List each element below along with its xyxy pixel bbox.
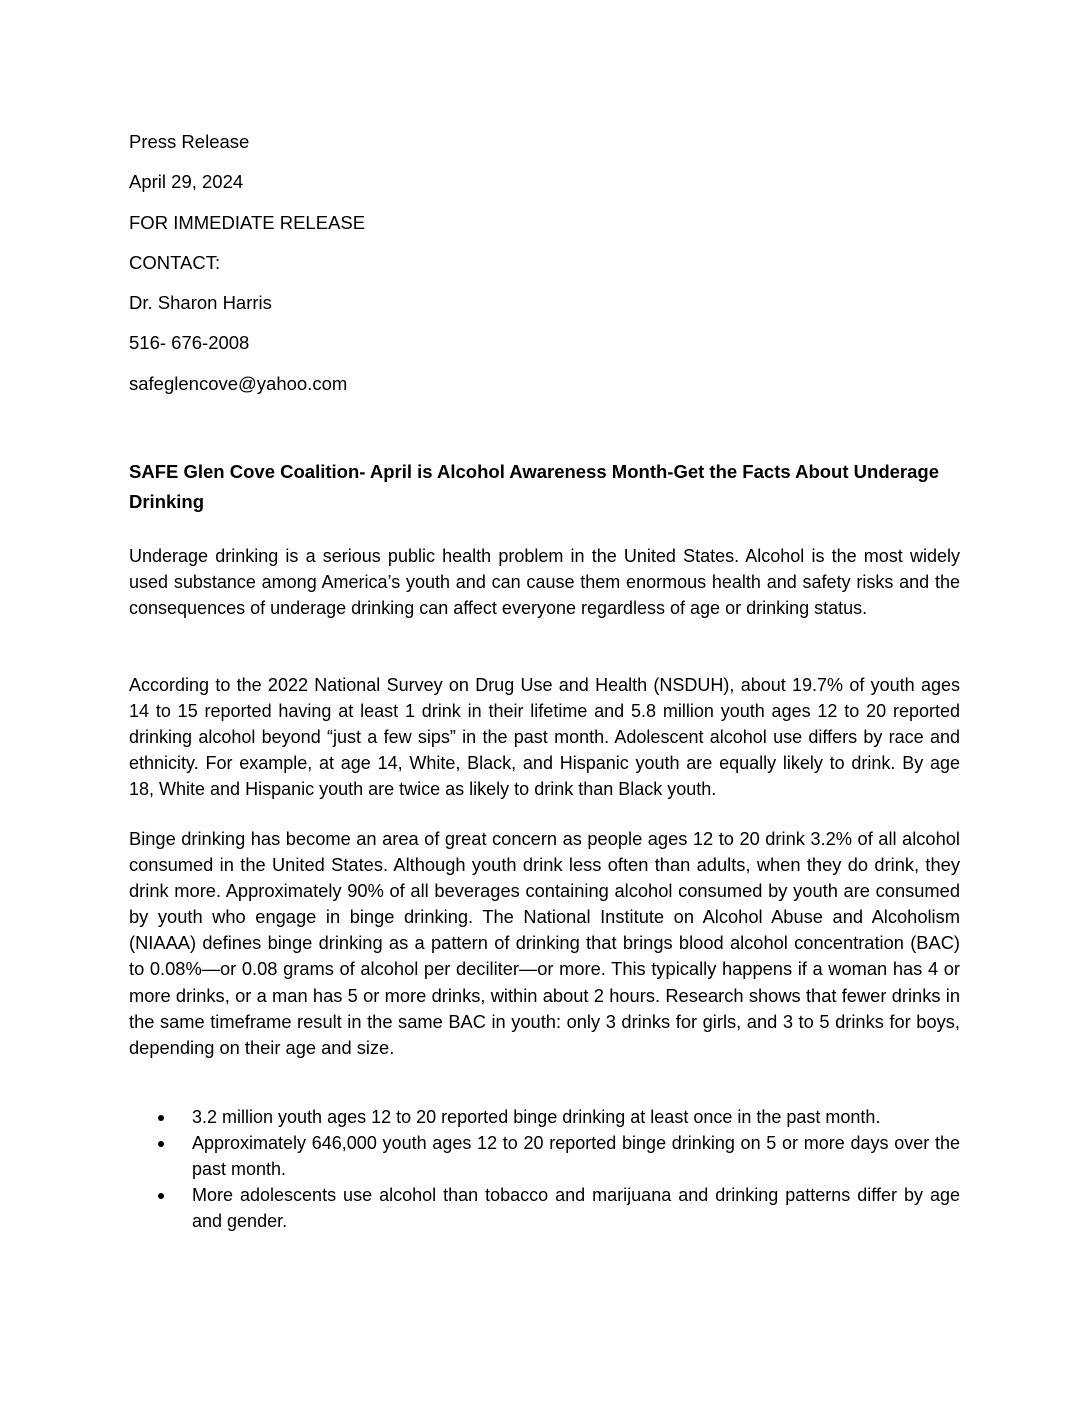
contact-name: Dr. Sharon Harris (129, 292, 272, 314)
release-header (129, 128, 729, 410)
bullet-icon (158, 1115, 164, 1121)
release-note: FOR IMMEDIATE RELEASE (129, 211, 366, 233)
bullet-icon (158, 1141, 164, 1147)
list-item-text: Approximately 646,000 youth ages 12 to 20 reported binge drinking on 5 or more days over the past month. (192, 1133, 960, 1179)
release-date: April 29, 2024 (129, 171, 244, 193)
contact-email: safeglencove@yahoo.com (129, 372, 348, 394)
list-item-text: 3.2 million youth ages 12 to 20 reported binge drinking at least once in the past month. (192, 1107, 881, 1127)
release-type: Press Release (129, 131, 250, 152)
paragraph-intro: Underage drinking is a serious public health problem in the United States. Alcohol is the most widely used substance among America’s youth and can cause them enormous health and safety risks and the consequences of underage drinking can affect everyone regardless of age or drinking status. (129, 546, 960, 618)
list-item (129, 1104, 960, 1130)
list-item (129, 1130, 960, 1182)
contact-label: CONTACT: (129, 251, 221, 273)
paragraph-survey: According to the 2022 National Survey on Drug Use and Health (NSDUH), about 19.7% of youth ages 14 to 15 reported having at least 1 drink in their lifetime and 5.8 million youth ages 12 to 20 reported drinking alcohol beyond “just a few sips” in the past month. Adolescent alcohol use differs by race and ethnicity. For example, at age 14, White, Black, and Hispanic youth are equally likely to drink. By age 18, White and Hispanic youth are twice as likely to drink than Black youth. (129, 675, 960, 799)
list-item (129, 1182, 960, 1234)
list-item-text: More adolescents use alcohol than tobacco and marijuana and drinking patterns differ by age and gender. (192, 1185, 960, 1231)
paragraph-binge-drinking: Binge drinking has become an area of great concern as people ages 12 to 20 drink 3.2% of all alcohol consumed in the United States. Although youth drink less often than adults, when they do drink, they drink more. Approximately 90% of all beverages containing alcohol consumed by youth are consumed by youth who engage in binge drinking. The National Institute on Alcohol Abuse and Alcoholism (NIAAA) defines binge drinking as a pattern of drinking that brings blood alcohol concentration (BAC) to 0.08%—or 0.08 grams of alcohol per deciliter—or more. This typically happens if a woman has 4 or more drinks, or a man has 5 or more drinks, within about 2 hours. Research shows that fewer drinks in the same timeframe result in the same BAC in youth: only 3 drinks for girls, and 3 to 5 drinks for boys, depending on their age and size. (129, 828, 960, 1058)
bullet-icon (158, 1193, 164, 1199)
fact-list (129, 1104, 960, 1234)
contact-phone: 516- 676-2008 (129, 332, 250, 354)
headline: SAFE Glen Cove Coalition- April is Alcohol Awareness Month-Get the Facts About Underage Drinking (129, 461, 939, 512)
